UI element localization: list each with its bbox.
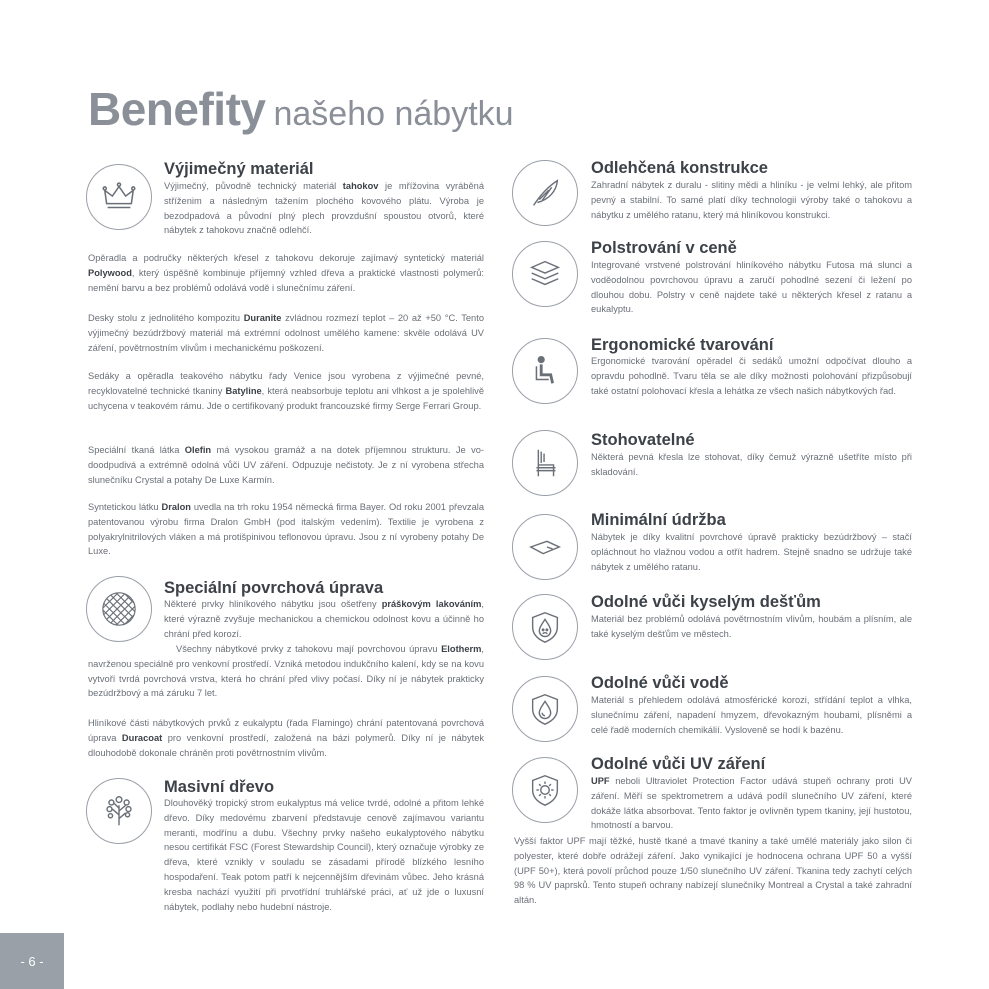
acid-rain-text: Materiál bez problémů odolává povětrnostním vlivům, houbám a plísním, ale také kyselým dešťům ve městech. [591, 614, 912, 639]
stacked-chairs-icon [512, 430, 578, 496]
sun-shield-icon [512, 757, 578, 823]
section-heading-uv: Odolné vůči UV záření [591, 755, 766, 773]
section-heading-acid-rain: Odolné vůči kyselým dešťům [591, 593, 821, 611]
material-paragraph-3: Desky stolu z jednolitého kompozitu Duranite zvládnou rozmezí teplot – 20 až +50 °C. Tento výjimečný bezúdržbový materiál má extrémní odolnost umělého kamene: skvěle odolává UV záření, povětrnostním vlivům i mechanickému poškození. [88, 313, 484, 353]
section-heading-upholstery: Polstrování v ceně [591, 239, 737, 257]
material-paragraph-1: Výjimečný, původně technický materiál tahokov je mřížovina vyráběná stříženim a následným tažením plochého kovového plátu. Výroba je bezodpadová a původní plný plech provzdušní spoustou otvorů, které nábytek z tahokovu značně odlehčí. [164, 181, 484, 236]
crown-icon [86, 164, 152, 230]
uv-text-continued: Vyšší faktor UPF mají těžké, hustě tkané a tmavé tkaniny a také umělé materiály jako silon či polyester, které dobře odrážejí záření. Jako vynikající je hodnocena ochrana UPF 50 a vyšší (UPF 50+), která povolí průchod pouze 1/50 slunečního UV záření. Tkanina tedy zachytí celých 98 % UV paprsků. Tento stupeň ochrany nabízejí slunečníky Montreal a Crystal a také zahradní altán. [514, 836, 912, 906]
seated-person-icon [512, 338, 578, 404]
cloth-icon [512, 514, 578, 580]
section-heading-stackable: Stohovatelné [591, 431, 695, 449]
page-title [88, 82, 514, 136]
section-heading-water: Odolné vůči vodě [591, 674, 729, 692]
material-paragraph-6: Syntetickou látku Dralon uvedla na trh roku 1954 německá firma Bayer. Od roku 2001 převzala patentovanou výrobu firma Dralon GmbH (pod italským vedením). Textilie je vyrobena z polyakrylnitrilových vláken a má protišpinivou teflonovou úpravu. Jsou z ní vyrobeny potahy De Luxe. [88, 502, 484, 557]
acid-shield-icon [512, 594, 578, 660]
stackable-text: Některá pevná křesla lze stohovat, díky čemuž výrazně ušetříte místo při skladování. [591, 452, 912, 477]
title-bold: Benefity [88, 83, 266, 135]
ergonomic-text: Ergonomické tvarování opěradel či sedáků umožní odpočívat dlouho a opravdu pohodlně. Tvaru těla se ale díky možnosti polohování přizpůsobují také ostatní polohovací křesla a lehátka ze všech našich nábytkových řad. [591, 356, 912, 396]
material-paragraph-2: Opěradla a područky některých křesel z tahokovu dekoruje zajímavý syntetický materiál Polywood, který úspěšně kombinuje příjemný vzhled dřeva a praktické vlastnosti polymerů: nemění barvu a bez problémů odolává vodě i slunečnímu záření. [88, 253, 484, 293]
lightweight-text: Zahradní nábytek z duralu - slitiny mědi a hliníku - je velmi lehký, ale přitom pevný a stabilní. To samé platí díky technologii výroby také o tahokovu a nábytku z umělého ratanu, který má hliníkovou konstrukci. [591, 180, 912, 220]
water-text: Materiál s přehledem odolává atmosférické korozi, střídání teplot a vlhka, slunečnímu záření, napadení hmyzem, dřevokazným houbami, plísněmi a celé řadě moderních chemikálií. Vysloveně se hodí k bazénu. [591, 695, 912, 735]
texture-icon [86, 576, 152, 642]
surface-paragraph-2: Všechny nábytkové prvky z tahokovu mají povrchovou úpravu Elotherm, navrženou speciálně pro venkovní prostředí. Vzniká metodou indukčního kalení, kdy se na kovu vytvoří tvrdá povrchová vrstva, která ho chrání před vlivy počasí. Díky ní je nábytek prakticky bezúdržbový a má záruku 7 let. [88, 644, 484, 699]
section-heading-surface: Speciální povrchová úprava [164, 579, 384, 597]
feather-icon [512, 160, 578, 226]
section-heading-material: Výjimečný materiál [164, 160, 314, 178]
layers-icon [512, 241, 578, 307]
wood-paragraph: Dlouhověký tropický strom eukalyptus má velice tvrdé, odolné a přitom lehké dřevo. Díky medovému zbarvení představuje cenově zajímavou variantu meranti, modřínu a dubu. Všechny prvky našeho eukalyptového nábytku nesou certifikát FSC (Forest Stewardship Council), který označuje výrobky ze dřeva, které vznikly v souladu se zásadami přírodě blízkého lesního hospodaření. Teak potom patří k nejcennějším dřevinám vůbec. Jeho krásná kresba nachází využití při prvotřídní truhlářské práci, ať už jde o luxusní nábytek, podlahy nebo hudební nástroje. [164, 798, 484, 912]
uv-text: UPF neboli Ultraviolet Protection Factor udává stupeň ochrany proti UV záření. Měří se spektrometrem a udává podíl slunečního UV záření, které dokáže látka absorbovat. Tento faktor je ovlivněn typem tkaniny, její hustotou, hmotností a barvou. [591, 776, 912, 831]
maintenance-text: Nábytek je díky kvalitní povrchové úpravě prakticky bezúdržbový – stačí opláchnout ho vlažnou vodou a otřít hadrem. Stejně snadno se udržuje také nábytek z umělého ratanu. [591, 532, 912, 572]
upholstery-text: Integrované vrstvené polstrování hliníkového nábytku Futosa má slunci a voděodolnou povrchovou úpravu a zaručí pohodlné sezení či ležení po dlouhou dobu. Polstry v ceně najdete také u některých křesel z ratanu a eukalyptu. [591, 260, 912, 315]
material-paragraph-4: Sedáky a opěradla teakového nábytku řady Venice jsou vyrobena z výjimečné pevné, recyklovatelné technické tkaniny Batyline, která neabsorbuje teplotu ani vlhkost a je spolehlivě uchycena v teakovém rámu. Jde o certifikovaný produkt francouzské firmy Serge Ferrari Group. [88, 371, 484, 411]
section-heading-ergonomic: Ergonomické tvarování [591, 336, 774, 354]
water-drop-shield-icon [512, 676, 578, 742]
section-heading-lightweight: Odlehčená konstrukce [591, 159, 768, 177]
section-heading-maintenance: Minimální údržba [591, 511, 726, 529]
section-heading-wood: Masivní dřevo [164, 778, 275, 796]
title-light: našeho nábytku [273, 95, 514, 133]
surface-paragraph-3: Hliníkové části nábytkových prvků z eukalyptu (řada Flamingo) chrání patentovaná povrchová úprava Duracoat pro venkovní prostředí, založená na bázi polymerů. Díky ní je nábytek dlouhodobě dokonale chráněn proti povětrnostním vlivům. [88, 718, 485, 758]
page-number: - 6 - [0, 933, 64, 989]
surface-paragraph-1: Některé prvky hliníkového nábytku jsou ošetřeny práškovým lakováním, které výrazně zvyšuje mechanickou a chemickou odolnost kovu a účinně ho chrání před korozí. [164, 599, 484, 639]
material-paragraph-5: Speciální tkaná látka Olefin má vysokou gramáž a na dotek příjemnou strukturu. Je vodoodpudivá a extrémně odolná vůči UV záření. Odpuzuje nečistoty. Je z ní vyrobena střecha slunečníku Crystal a potahy De Luxe Karmín. [88, 445, 484, 485]
